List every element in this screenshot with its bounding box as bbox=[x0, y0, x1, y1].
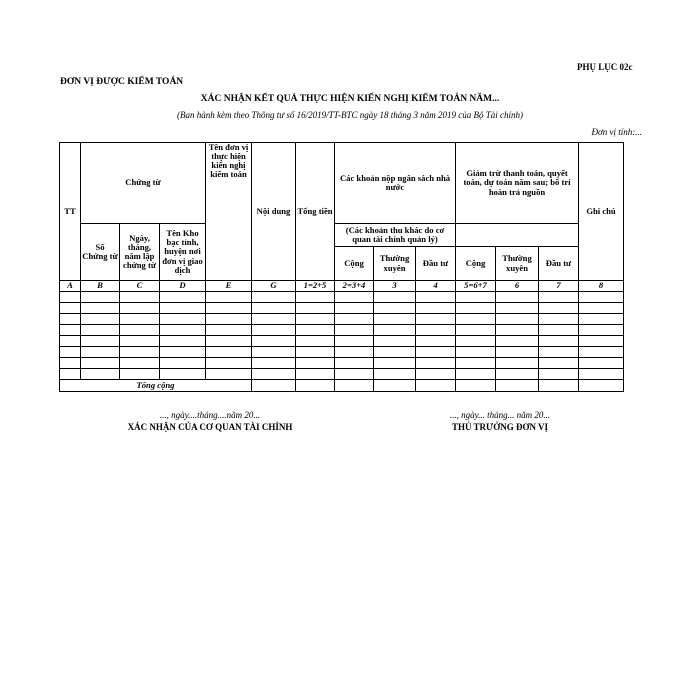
table-cell bbox=[456, 380, 496, 392]
table-cell bbox=[206, 303, 252, 314]
table-cell bbox=[374, 292, 416, 303]
table-cell bbox=[160, 369, 206, 380]
table-cell bbox=[539, 369, 579, 380]
table-cell bbox=[496, 347, 539, 358]
table-cell bbox=[252, 347, 296, 358]
table-cell bbox=[579, 325, 624, 336]
table-cell bbox=[416, 369, 456, 380]
table-row bbox=[60, 336, 624, 347]
table-cell bbox=[416, 336, 456, 347]
header-so-chung-tu: Số Chứng từ bbox=[81, 224, 120, 281]
table-cell bbox=[335, 369, 374, 380]
table-cell bbox=[416, 347, 456, 358]
table-cell bbox=[296, 314, 335, 325]
table-cell bbox=[496, 336, 539, 347]
table-cell bbox=[296, 325, 335, 336]
table-row bbox=[60, 347, 624, 358]
table-cell bbox=[160, 347, 206, 358]
header-dau-tu-2: Đầu tư bbox=[539, 247, 579, 281]
table-cell bbox=[160, 303, 206, 314]
table-cell bbox=[206, 325, 252, 336]
column-code: A bbox=[60, 281, 81, 292]
table-cell bbox=[60, 358, 81, 369]
table-cell bbox=[374, 369, 416, 380]
table-cell bbox=[496, 303, 539, 314]
table-cell bbox=[296, 358, 335, 369]
table-cell bbox=[579, 303, 624, 314]
column-code: 7 bbox=[539, 281, 579, 292]
table-cell bbox=[335, 303, 374, 314]
header-thuong-xuyen-1: Thường xuyên bbox=[374, 247, 416, 281]
table-cell bbox=[416, 358, 456, 369]
table-cell bbox=[206, 358, 252, 369]
table-cell bbox=[456, 347, 496, 358]
column-code: 3 bbox=[374, 281, 416, 292]
table-cell bbox=[335, 292, 374, 303]
table-cell bbox=[416, 292, 456, 303]
table-cell bbox=[81, 303, 120, 314]
table-cell bbox=[496, 314, 539, 325]
table-cell bbox=[296, 347, 335, 358]
table-row bbox=[60, 358, 624, 369]
table-cell bbox=[416, 314, 456, 325]
unit-label: Đơn vị tính:... bbox=[591, 127, 642, 137]
table-cell bbox=[335, 325, 374, 336]
table-cell bbox=[60, 347, 81, 358]
table-cell bbox=[160, 314, 206, 325]
table-cell bbox=[60, 292, 81, 303]
left-signature-date: ..., ngày....tháng....năm 20... bbox=[159, 410, 261, 420]
header-ten-kho-bac: Tên Kho bạc tỉnh, huyện nơi đơn vị giao dịch bbox=[160, 224, 206, 281]
organization-label: ĐƠN VỊ ĐƯỢC KIỂM TOÁN bbox=[60, 77, 184, 87]
appendix-label: PHỤ LỤC 02c bbox=[577, 62, 633, 72]
table-row bbox=[60, 325, 624, 336]
column-code: B bbox=[81, 281, 120, 292]
table-cell bbox=[496, 358, 539, 369]
table-cell bbox=[579, 314, 624, 325]
table-cell bbox=[374, 380, 416, 392]
header-ngay-lap: Ngày, tháng, năm lập chứng từ bbox=[120, 224, 160, 281]
table-cell bbox=[579, 358, 624, 369]
table-cell bbox=[456, 336, 496, 347]
right-signature-title: THỦ TRƯỞNG ĐƠN VỊ bbox=[451, 422, 549, 432]
header-tt: TT bbox=[60, 143, 81, 281]
table-cell bbox=[539, 303, 579, 314]
table-row bbox=[60, 292, 624, 303]
total-row bbox=[60, 380, 624, 392]
table-cell bbox=[206, 314, 252, 325]
table-cell bbox=[252, 314, 296, 325]
table-cell bbox=[539, 325, 579, 336]
table-cell bbox=[335, 314, 374, 325]
table-cell bbox=[60, 303, 81, 314]
table-cell bbox=[456, 303, 496, 314]
table-cell bbox=[456, 358, 496, 369]
left-signature-title: XÁC NHẬN CỦA CƠ QUAN TÀI CHÍNH bbox=[127, 422, 293, 432]
table-cell bbox=[579, 380, 624, 392]
table-cell bbox=[296, 336, 335, 347]
table-cell bbox=[539, 380, 579, 392]
header-ghi-chu: Ghi chú bbox=[579, 143, 624, 281]
header-dau-tu-1: Đầu tư bbox=[416, 247, 456, 281]
table-cell bbox=[579, 369, 624, 380]
table-cell bbox=[120, 303, 160, 314]
table-cell bbox=[60, 369, 81, 380]
table-cell bbox=[456, 325, 496, 336]
table-cell bbox=[120, 369, 160, 380]
table-cell bbox=[252, 325, 296, 336]
table-cell bbox=[81, 292, 120, 303]
table-cell bbox=[496, 325, 539, 336]
table-cell bbox=[579, 347, 624, 358]
table-cell bbox=[374, 303, 416, 314]
column-code: 6 bbox=[496, 281, 539, 292]
table-cell bbox=[579, 292, 624, 303]
table-cell bbox=[335, 380, 374, 392]
column-code: 8 bbox=[579, 281, 624, 292]
table-cell bbox=[120, 314, 160, 325]
audit-results-table bbox=[59, 142, 624, 392]
table-cell bbox=[120, 347, 160, 358]
table-cell bbox=[416, 325, 456, 336]
table-cell bbox=[496, 292, 539, 303]
total-label: Tổng cộng bbox=[60, 380, 252, 392]
table-cell bbox=[252, 369, 296, 380]
table-cell bbox=[496, 369, 539, 380]
table-cell bbox=[335, 347, 374, 358]
table-cell bbox=[374, 325, 416, 336]
header-ten-don-vi: Tên đơn vị thực hiện kiến nghị kiểm toán bbox=[206, 143, 252, 281]
table-cell bbox=[335, 358, 374, 369]
table-cell bbox=[252, 336, 296, 347]
table-cell bbox=[60, 325, 81, 336]
table-cell bbox=[206, 336, 252, 347]
column-code: 5=6+7 bbox=[456, 281, 496, 292]
table-cell bbox=[374, 314, 416, 325]
header-thuong-xuyen-2: Thường xuyên bbox=[496, 247, 539, 281]
table-row bbox=[60, 314, 624, 325]
table-cell bbox=[335, 336, 374, 347]
table-cell bbox=[296, 380, 335, 392]
table-cell bbox=[456, 369, 496, 380]
table-cell bbox=[81, 314, 120, 325]
table-cell bbox=[496, 380, 539, 392]
header-tong-tien: Tổng tiền bbox=[296, 143, 335, 281]
table-cell bbox=[120, 325, 160, 336]
table-cell bbox=[206, 292, 252, 303]
table-row bbox=[60, 369, 624, 380]
table-row bbox=[60, 303, 624, 314]
table-cell bbox=[296, 292, 335, 303]
table-cell bbox=[296, 303, 335, 314]
table-cell bbox=[296, 369, 335, 380]
table-cell bbox=[81, 369, 120, 380]
table-cell bbox=[374, 347, 416, 358]
table-cell bbox=[374, 358, 416, 369]
table-cell bbox=[374, 336, 416, 347]
column-code: D bbox=[160, 281, 206, 292]
table-cell bbox=[60, 314, 81, 325]
table-cell bbox=[416, 380, 456, 392]
table-cell bbox=[120, 292, 160, 303]
document-subtitle: (Ban hành kèm theo Thông tư số 16/2019/TT-BTC ngày 18 tháng 3 năm 2019 của Bộ Tài chính) bbox=[177, 110, 523, 120]
column-code: 4 bbox=[416, 281, 456, 292]
table-cell bbox=[120, 358, 160, 369]
header-giam-tru-blank bbox=[456, 224, 579, 247]
table-cell bbox=[81, 336, 120, 347]
column-code: G bbox=[252, 281, 296, 292]
table-cell bbox=[539, 292, 579, 303]
table-cell bbox=[456, 314, 496, 325]
header-nop-ngan-sach: Các khoản nộp ngân sách nhà nước bbox=[335, 143, 456, 224]
column-code: 2=3+4 bbox=[335, 281, 374, 292]
table-cell bbox=[206, 347, 252, 358]
header-cong-1: Cộng bbox=[335, 247, 374, 281]
table-cell bbox=[252, 292, 296, 303]
table-cell bbox=[252, 380, 296, 392]
table-cell bbox=[416, 303, 456, 314]
table-cell bbox=[160, 292, 206, 303]
table-cell bbox=[252, 303, 296, 314]
column-code: 1=2+5 bbox=[296, 281, 335, 292]
table-cell bbox=[539, 347, 579, 358]
table-cell bbox=[160, 325, 206, 336]
table-cell bbox=[81, 358, 120, 369]
right-signature-date: ..., ngày... tháng... năm 20... bbox=[449, 410, 551, 420]
table-cell bbox=[120, 336, 160, 347]
table-cell bbox=[252, 358, 296, 369]
table-cell bbox=[539, 358, 579, 369]
table-cell bbox=[579, 336, 624, 347]
table-cell bbox=[81, 325, 120, 336]
header-cong-2: Cộng bbox=[456, 247, 496, 281]
column-code: C bbox=[120, 281, 160, 292]
table-cell bbox=[160, 358, 206, 369]
table-cell bbox=[160, 336, 206, 347]
table-cell bbox=[206, 369, 252, 380]
table-cell bbox=[539, 336, 579, 347]
table-cell bbox=[456, 292, 496, 303]
header-thu-khac: (Các khoản thu khác do cơ quan tài chính quản lý) bbox=[335, 224, 456, 247]
header-giam-tru: Giảm trừ thanh toán, quyết toán, dự toán năm sau; bố trí hoàn trả nguồn bbox=[456, 143, 579, 224]
document-title: XÁC NHẬN KẾT QUẢ THỰC HIỆN KIẾN NGHỊ KIỂM TOÁN NĂM... bbox=[200, 94, 500, 104]
table-cell bbox=[539, 314, 579, 325]
column-code: E bbox=[206, 281, 252, 292]
table-cell bbox=[60, 336, 81, 347]
header-chung-tu: Chứng từ bbox=[81, 143, 206, 224]
header-noi-dung: Nội dung bbox=[252, 143, 296, 281]
table-cell bbox=[81, 347, 120, 358]
